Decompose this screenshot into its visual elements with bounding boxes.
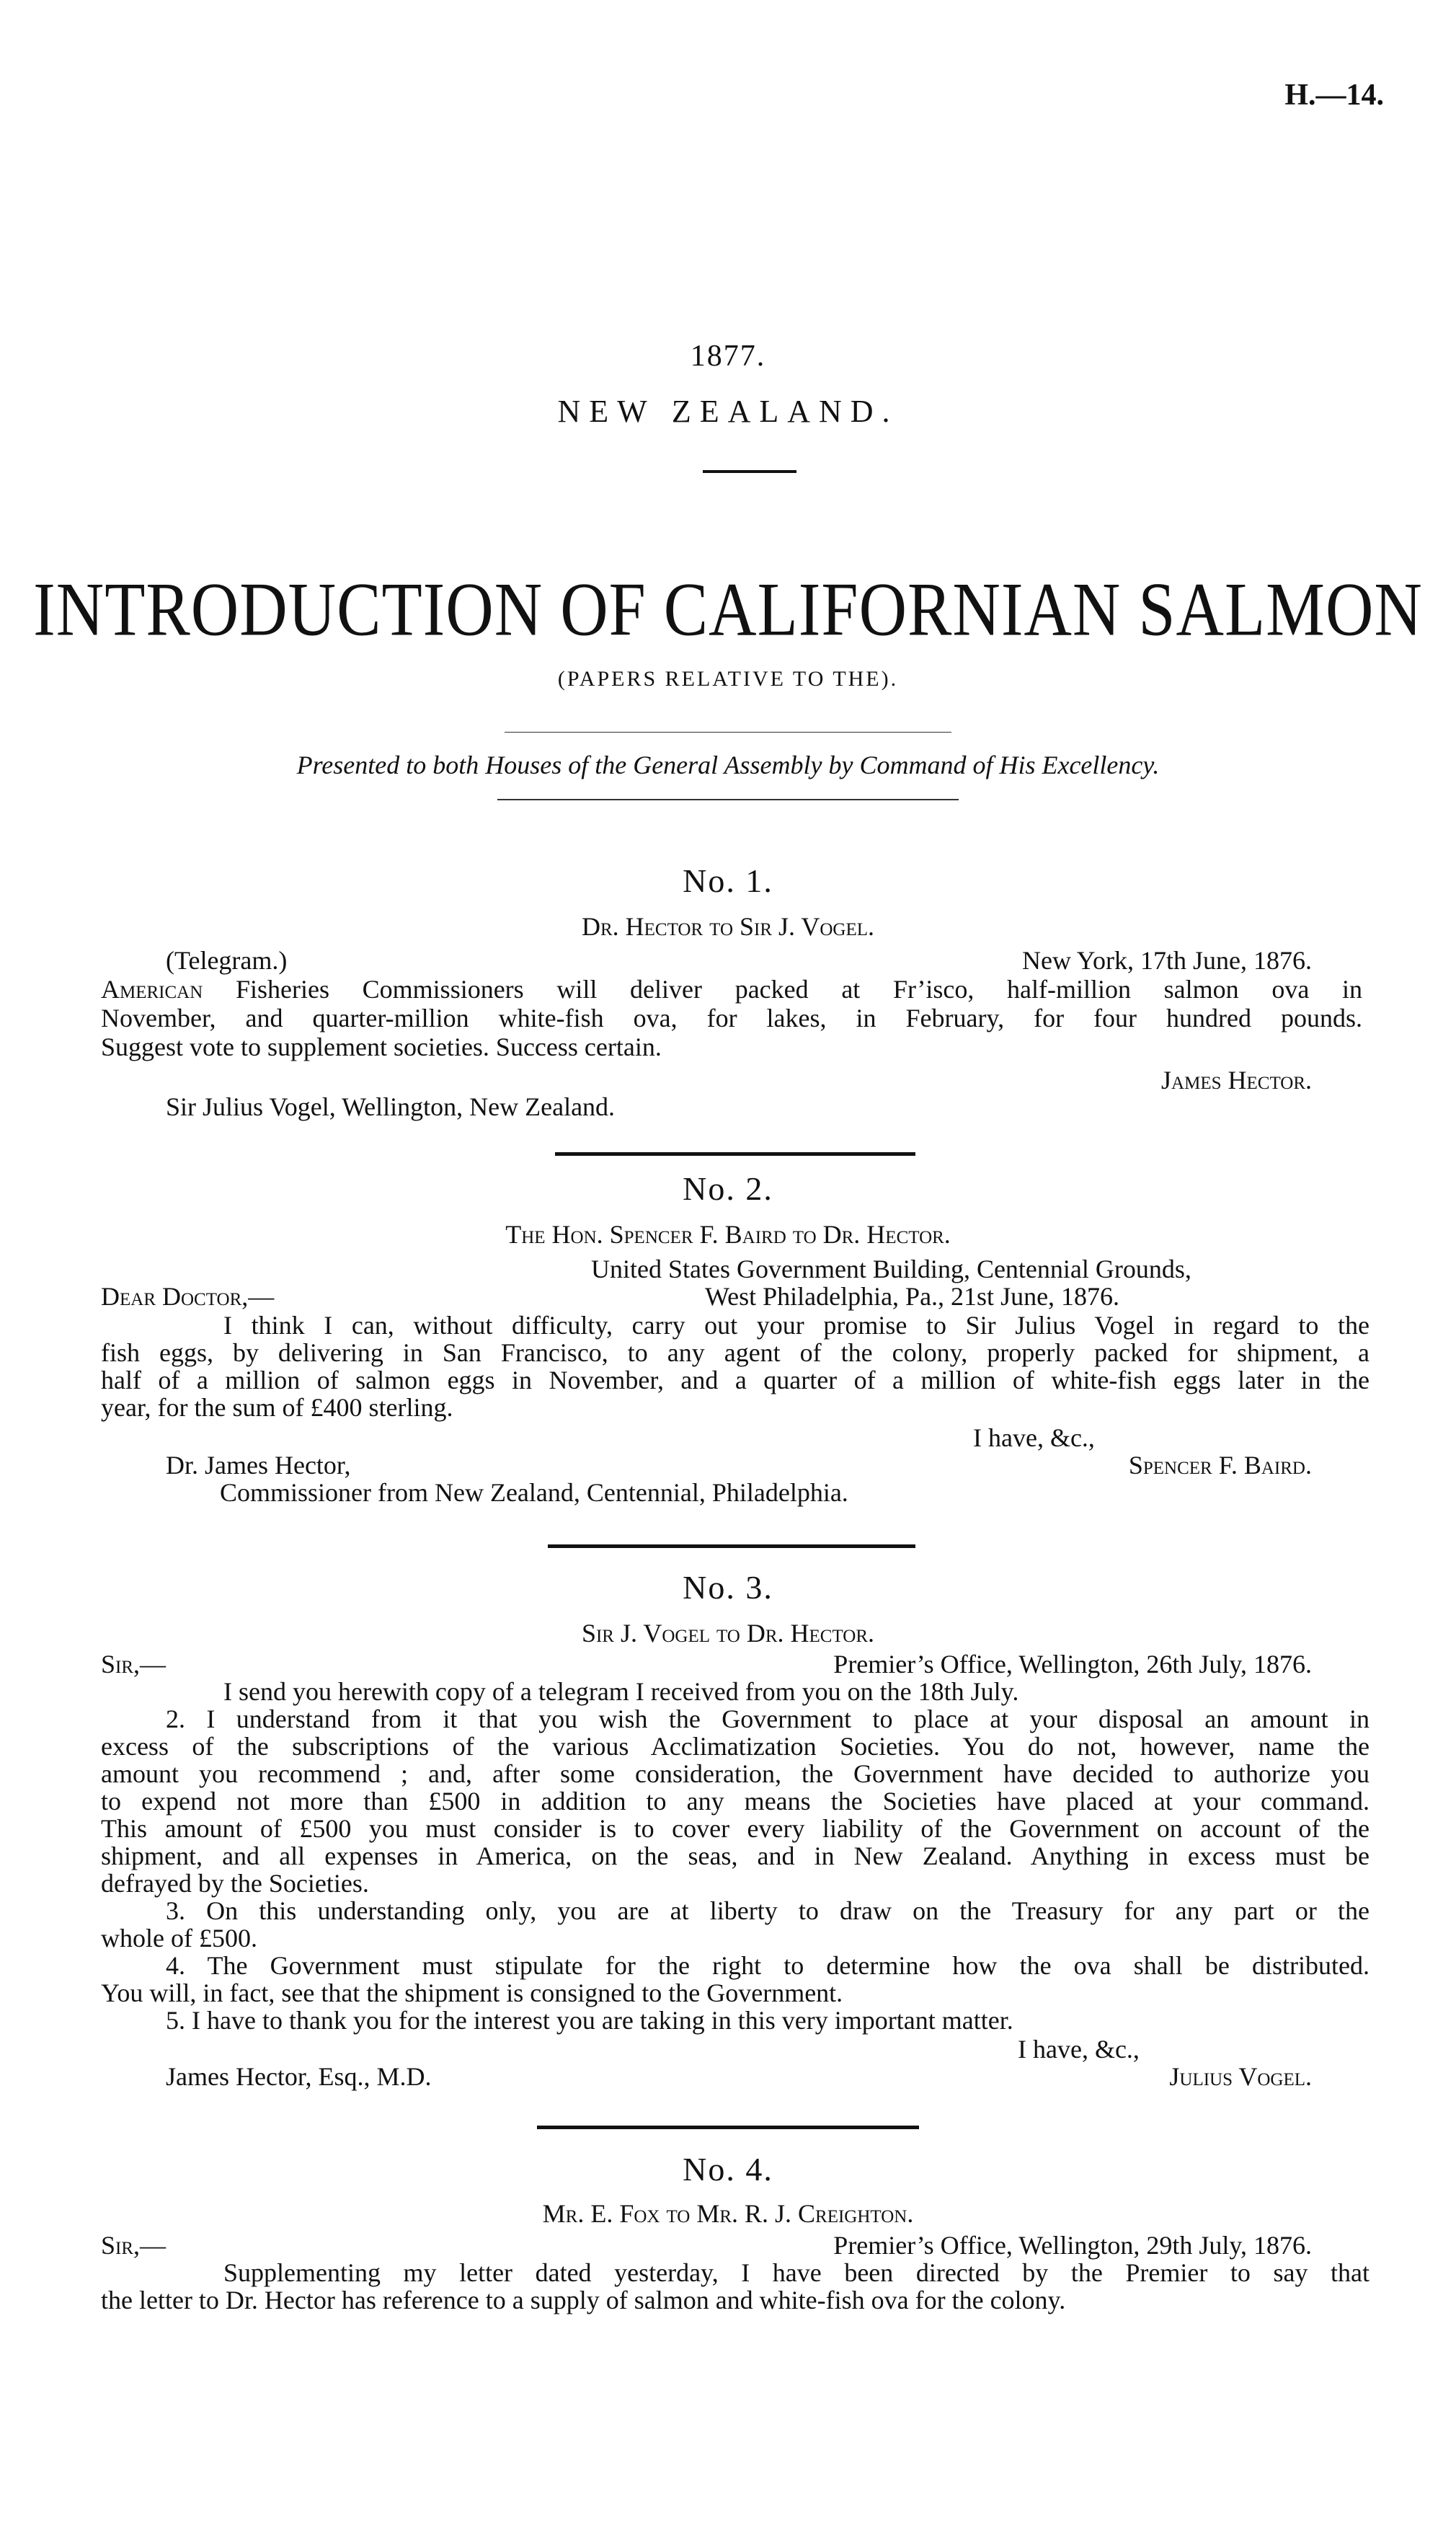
section-3-line-13: 5. I have to thank you for the interest you are taking in this very important matter. — [166, 2006, 1013, 2035]
section-3-line-4: amount you recommend ; and, after some consideration, the Government have decided to authorize you — [101, 1759, 1370, 1788]
section-1-body-line-1 — [101, 975, 1362, 1004]
presented-line: Presented to both Houses of the General Assembly by Command of His Excellency. — [296, 751, 1160, 779]
year: 1877. — [690, 340, 766, 373]
section-4-line-1: Supplementing my letter dated yesterday, I have been directed by the Premier to say that — [223, 2258, 1370, 2287]
section-2-number: No. 2. — [683, 1170, 773, 1207]
section-3-addressee: James Hector, Esq., M.D. — [166, 2062, 432, 2091]
section-3-line-3: excess of the subscriptions of the various Acclimatization Societies. You do not, however, name the — [101, 1732, 1370, 1761]
section-3-line-6: This amount of £500 you must consider is to cover every liability of the Government on account of the — [101, 1814, 1370, 1843]
section-2-signature: Spencer F. Baird. — [1128, 1451, 1312, 1480]
section-3-line-8: defrayed by the Societies. — [101, 1869, 369, 1898]
section-4-place-date: Premier’s Office, Wellington, 29th July, 1876. — [833, 2231, 1312, 2260]
document-subtitle: (PAPERS RELATIVE TO THE). — [557, 667, 899, 691]
section-divider-1 — [555, 1152, 915, 1156]
section-3-heading: Sir J. Vogel to Dr. Hector. — [581, 1619, 875, 1648]
section-3-salutation: Sir,— — [101, 1650, 167, 1679]
section-2-addressee: Dr. James Hector, — [166, 1451, 351, 1480]
section-1-heading: Dr. Hector to Sir J. Vogel. — [581, 912, 875, 941]
section-1-number: No. 1. — [683, 862, 773, 899]
section-divider-2 — [548, 1544, 915, 1548]
presented-rule — [497, 799, 959, 800]
section-1-body-line-3: Suggest vote to supplement societies. Success certain. — [101, 1033, 662, 1061]
section-2-salutation: Dear Doctor,— — [101, 1282, 275, 1311]
section-3-line-5: to expend not more than £500 in addition to any means the Societies have placed at your command. — [101, 1787, 1370, 1816]
section-4-line-2: the letter to Dr. Hector has reference to a supply of salmon and white-fish ova for the colony. — [101, 2286, 1066, 2314]
section-2-address-2: West Philadelphia, Pa., 21st June, 1876. — [705, 1282, 1120, 1311]
country: NEW ZEALAND. — [557, 394, 899, 429]
section-3-signature: Julius Vogel. — [1169, 2062, 1312, 2091]
section-3-line-12: You will, in fact, see that the shipment is consigned to the Government. — [101, 1978, 843, 2007]
section-1-type: (Telegram.) — [166, 946, 288, 975]
header-rule — [703, 470, 796, 473]
page-reference: H.—14. — [1284, 79, 1384, 112]
section-2-address-1: United States Government Building, Centennial Grounds, — [591, 1255, 1191, 1283]
section-3-line-11: 4. The Government must stipulate for the right to determine how the ova shall be distributed. — [166, 1951, 1370, 1980]
section-2-body-line-1: I think I can, without difficulty, carry out your promise to Sir Julius Vogel in regard to the — [223, 1311, 1370, 1340]
section-3-line-7: shipment, and all expenses in America, on the seas, and in New Zealand. Anything in excess must be — [101, 1841, 1370, 1870]
section-2-body-line-4: year, for the sum of £400 sterling. — [101, 1393, 453, 1422]
document-title: INTRODUCTION OF CALIFORNIAN SALMON — [33, 567, 1423, 652]
section-1-addressee: Sir Julius Vogel, Wellington, New Zealand. — [166, 1092, 616, 1121]
section-4-number: No. 4. — [683, 2151, 773, 2188]
section-2-closing: I have, &c., — [973, 1423, 1095, 1452]
section-3-place-date: Premier’s Office, Wellington, 26th July, 1876. — [833, 1650, 1312, 1679]
section-1-body-text-1: Fisheries Commissioners will deliver packed at Fr’isco, half-million salmon ova in — [235, 975, 1363, 1004]
section-4-salutation: Sir,— — [101, 2231, 167, 2260]
section-3-number: No. 3. — [683, 1569, 773, 1606]
section-3-line-9: 3. On this understanding only, you are at liberty to draw on the Treasury for any part or the — [166, 1896, 1370, 1925]
section-divider-3 — [537, 2126, 919, 2129]
section-3-line-10: whole of £500. — [101, 1924, 257, 1953]
section-1-body-line-2: November, and quarter-million white-fish ova, for lakes, in February, for four hundred pounds. — [101, 1004, 1362, 1033]
subtitle-rule — [505, 732, 951, 733]
section-4-heading: Mr. E. Fox to Mr. R. J. Creighton. — [542, 2199, 914, 2228]
section-3-line-1: I send you herewith copy of a telegram I received from you on the 18th July. — [223, 1677, 1019, 1706]
section-3-line-2: 2. I understand from it that you wish the Government to place at your disposal an amount in — [166, 1704, 1370, 1733]
section-2-heading: The Hon. Spencer F. Baird to Dr. Hector. — [505, 1220, 951, 1249]
section-2-addressee-role: Commissioner from New Zealand, Centennial, Philadelphia. — [220, 1478, 848, 1507]
section-1-place-date: New York, 17th June, 1876. — [1021, 946, 1312, 975]
section-2-body-line-2: fish eggs, by delivering in San Francisco, to any agent of the colony, properly packed for shipment, a — [101, 1338, 1370, 1367]
section-1-signature: James Hector. — [1161, 1066, 1312, 1095]
section-1-lead: American — [101, 975, 203, 1004]
section-2-body-line-3: half of a million of salmon eggs in November, and a quarter of a million of white-fish eggs later in the — [101, 1366, 1370, 1394]
section-3-closing: I have, &c., — [1018, 2035, 1140, 2064]
